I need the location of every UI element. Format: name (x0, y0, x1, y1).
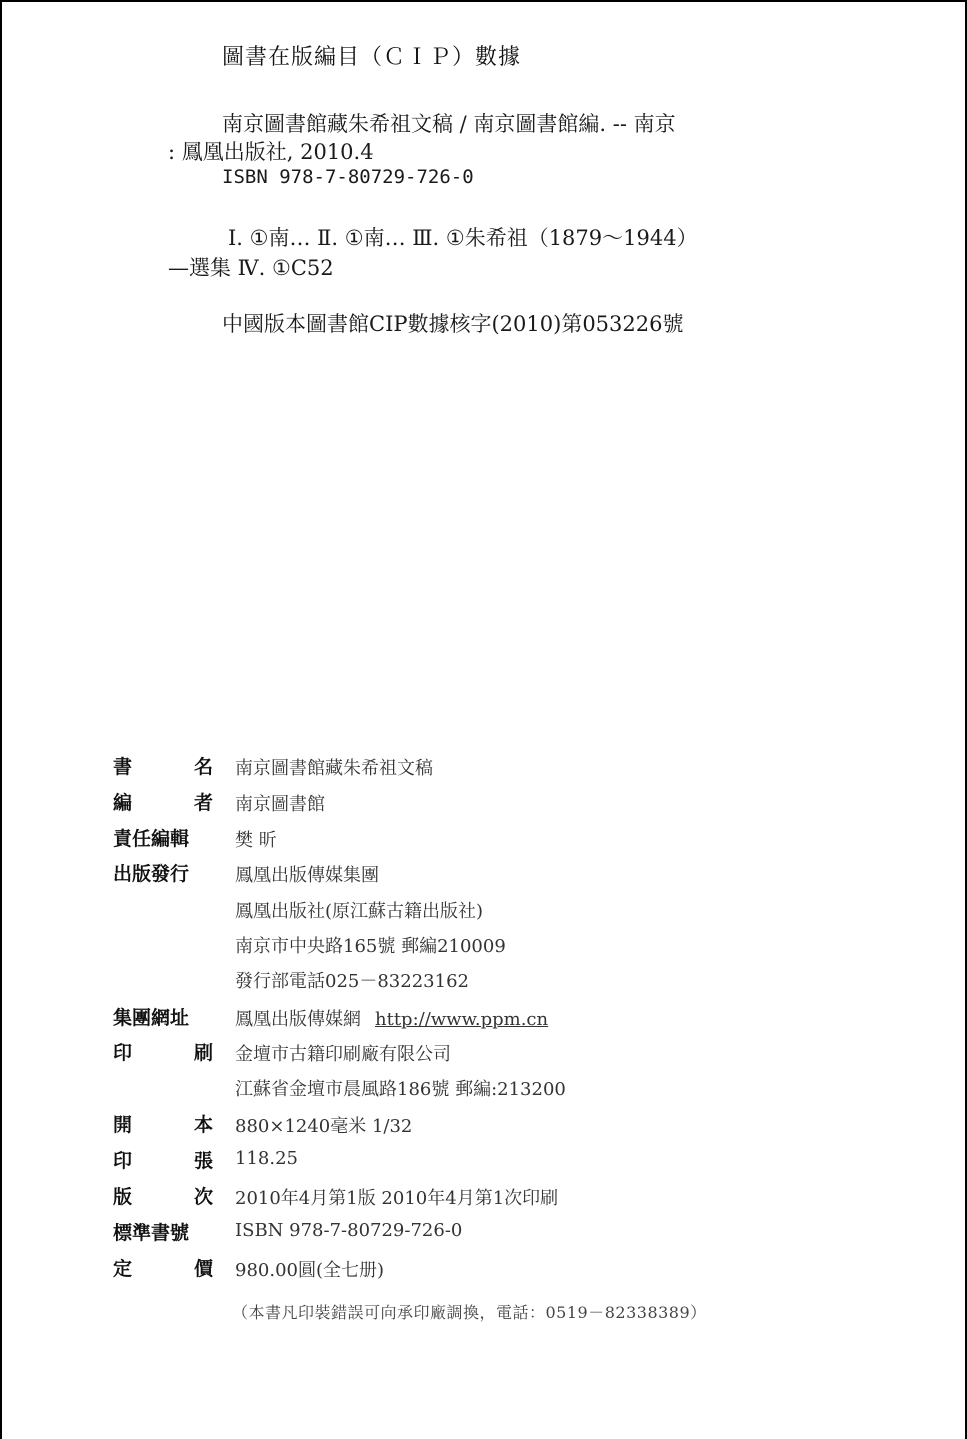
cip-classification-line2: —選集 Ⅳ. ①C52 (168, 256, 334, 280)
label-isbn: 標準書號 (113, 1222, 190, 1244)
colophon-isbn-row (113, 1218, 873, 1250)
price-value: 980.00圓(全七册) (235, 1260, 385, 1281)
cip-isbn: ISBN 978-7-80729-726-0 (222, 166, 474, 188)
colophon-edition-row (113, 1182, 873, 1214)
publisher-name-value: 鳳凰出版社(原江蘇古籍出版社) (235, 901, 484, 922)
printer-value: 金壇市古籍印刷廠有限公司 (235, 1044, 451, 1065)
book-title-value: 南京圖書館藏朱希祖文稿 (235, 758, 433, 779)
colophon-website-row (113, 1003, 873, 1035)
label-responsible-editor: 責任編輯 (113, 828, 190, 850)
colophon-responsible-editor-row (113, 824, 873, 856)
label-editor: 編 者 (113, 792, 213, 814)
colophon-format-row (113, 1110, 873, 1142)
responsible-editor-value: 樊 昕 (235, 830, 277, 851)
colophon-publisher-row (113, 859, 873, 891)
label-edition: 版 次 (113, 1186, 213, 1208)
footer-note: （本書凡印裝錯誤可向承印廠調換，電話：0519－82338389） (232, 1303, 707, 1322)
website-name: 鳳凰出版傳媒網 (235, 1009, 361, 1030)
publisher-phone-value: 發行部電話025－83223162 (235, 971, 469, 992)
publisher-group-value: 鳳凰出版傳媒集團 (235, 865, 379, 886)
label-title: 書 名 (113, 756, 213, 778)
label-website: 集團網址 (113, 1007, 190, 1029)
sheets-value: 118.25 (235, 1148, 298, 1169)
edition-value: 2010年4月第1版 2010年4月第1次印刷 (235, 1188, 559, 1209)
colophon-publisher-row-2 (113, 895, 873, 927)
cip-publisher-line: : 鳳凰出版社, 2010.4 (168, 140, 374, 164)
colophon-title-row (113, 752, 873, 784)
label-printer: 印 刷 (113, 1042, 213, 1064)
label-publisher: 出版發行 (113, 863, 190, 885)
cip-title-line: 南京圖書館藏朱希祖文稿 / 南京圖書館編. -- 南京 (222, 112, 676, 136)
label-format: 開 本 (113, 1114, 213, 1136)
website-value (235, 1005, 548, 1031)
colophon-price-row (113, 1254, 873, 1286)
colophon-editor-row (113, 788, 873, 820)
cip-heading: 圖書在版編目（ＣＩＰ）數據 (222, 45, 522, 70)
colophon-publisher-row-4 (113, 965, 873, 997)
cip-classification-line1: Ⅰ. ①南… Ⅱ. ①南… Ⅲ. ①朱希祖（1879～1944） (228, 226, 698, 250)
colophon-publisher-row-3 (113, 930, 873, 962)
colophon-sheets-row (113, 1146, 873, 1178)
isbn-value: ISBN 978-7-80729-726-0 (235, 1220, 463, 1241)
label-price: 定 價 (113, 1258, 213, 1280)
label-sheets: 印 張 (113, 1150, 213, 1172)
printer-address-value: 江蘇省金壇市晨風路186號 郵編:213200 (235, 1079, 566, 1100)
colophon-printer-row (113, 1038, 873, 1070)
publisher-address-value: 南京市中央路165號 郵編210009 (235, 936, 506, 957)
cip-verification: 中國版本圖書館CIP數據核字(2010)第053226號 (222, 312, 684, 336)
format-value: 880×1240毫米 1/32 (235, 1116, 413, 1137)
website-link[interactable]: http://www.ppm.cn (375, 1009, 549, 1030)
colophon-printer-row-2 (113, 1073, 873, 1105)
editor-value: 南京圖書館 (235, 794, 325, 815)
